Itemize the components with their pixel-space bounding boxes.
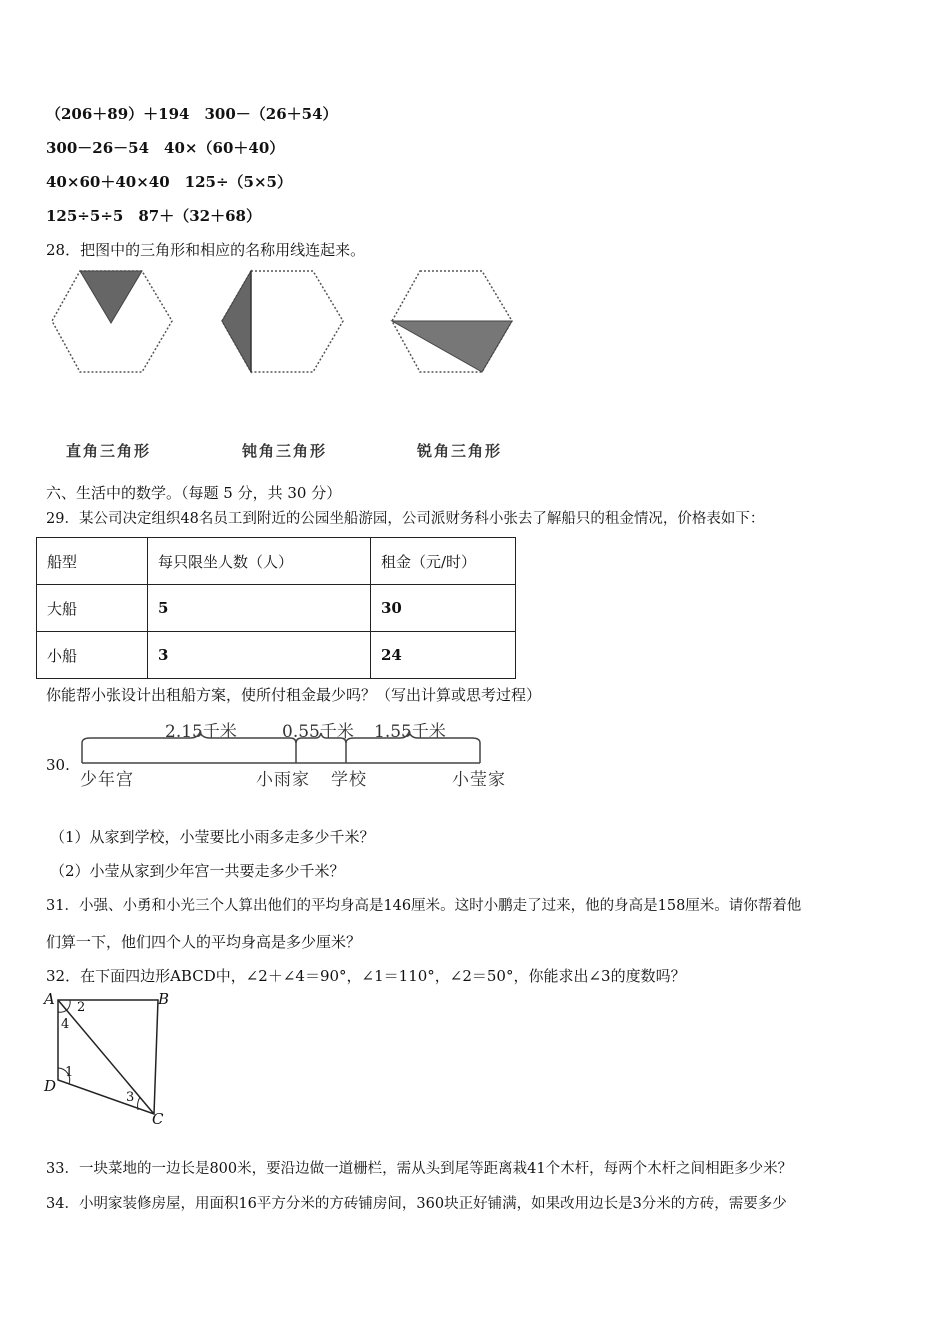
label-acute-triangle: 锐角三角形: [417, 442, 503, 460]
table-row: [37, 585, 516, 632]
q31-line-2: 们算一下，他们四个人的平均身高是多少厘米？: [46, 933, 362, 951]
vertex-b: B: [158, 990, 170, 1008]
distance-label-1: 2.15千米: [165, 722, 237, 742]
place-label-school: 学校: [331, 770, 367, 790]
hexagon-figure-3: [390, 268, 515, 378]
distance-label-3: 1.55千米: [374, 722, 446, 742]
table-cell: 24: [371, 632, 516, 679]
q29-text: 29．某公司决定组织48名员工到附近的公园坐船游园，公司派财务科小张去了解船只的租金情况，价格表如下：: [46, 511, 765, 527]
distance-line-diagram: [80, 735, 490, 765]
label-obtuse-triangle: 钝角三角形: [242, 442, 328, 460]
q28-text: 28．把图中的三角形和相应的名称用线连起来。: [46, 241, 366, 259]
q30-sub-1: （1）从家到学校，小莹要比小雨多走多少千米？: [50, 828, 375, 846]
q31-line-1: 31．小强、小勇和小光三个人算出他们的平均身高是146厘米。这时小鹏走了过来，他的身高是158厘米。请你帮着他: [46, 898, 802, 914]
table-header-row: [37, 538, 516, 585]
table-cell: 30: [371, 585, 516, 632]
angle-3-label: 3: [126, 1090, 135, 1105]
table-row: [37, 632, 516, 679]
table-cell: 5: [148, 585, 371, 632]
quadrilateral-abcd: [40, 990, 180, 1130]
arith-line-2: 300－26－54 40×（60＋40）: [46, 139, 285, 157]
table-cell: 小船: [37, 632, 148, 679]
table-cell: 3: [148, 632, 371, 679]
distance-label-2: 0.55千米: [282, 722, 354, 742]
angle-4-label: 4: [61, 1017, 70, 1032]
arith-line-3: 40×60＋40×40 125÷（5×5）: [46, 173, 292, 191]
angle-2-label: 2: [77, 1000, 86, 1015]
hexagon-figure-2: [220, 268, 345, 378]
angle-1-label: 1: [65, 1065, 74, 1080]
hexagon-figure-1: [50, 268, 175, 378]
q30-number: 30.: [46, 756, 70, 774]
table-cell: 大船: [37, 585, 148, 632]
table-header-cell: 船型: [37, 538, 148, 585]
q33-text: 33．一块菜地的一边长是800米，要沿边做一道栅栏，需从头到尾等距离栽41个木杆，每两个木杆之间相距多少米？: [46, 1161, 793, 1177]
price-table: [36, 537, 516, 679]
q29-question: 你能帮小张设计出租船方案，使所付租金最少吗？（写出计算或思考过程）: [46, 686, 542, 704]
table-header-cell: 租金（元/时）: [371, 538, 516, 585]
label-right-triangle: 直角三角形: [66, 442, 152, 460]
section-6-heading: 六、生活中的数学。（每题 5 分，共 30 分）: [46, 484, 342, 502]
q32-text: 32．在下面四边形ABCD中，∠2＋∠4＝90°，∠1＝110°，∠2＝50°，你能求出∠3的度数吗？: [46, 967, 686, 985]
vertex-c: C: [152, 1110, 164, 1128]
arith-line-1: （206＋89）＋194 300－（26＋54）: [46, 105, 338, 123]
table-header-cell: 每只限坐人数（人）: [148, 538, 371, 585]
vertex-a: A: [44, 990, 55, 1008]
place-label-xiaoyu-home: 小雨家: [256, 770, 310, 790]
q34-text: 34．小明家装修房屋，用面积16平方分米的方砖铺房间，360块正好铺满，如果改用边长是3分米的方砖，需要多少: [46, 1196, 787, 1212]
arith-line-4: 125÷5÷5 87＋（32＋68）: [46, 207, 261, 225]
vertex-d: D: [44, 1077, 57, 1095]
place-label-xiaoying-home: 小莹家: [452, 770, 506, 790]
q30-sub-2: （2）小莹从家到少年宫一共要走多少千米？: [50, 862, 345, 880]
place-label-youth-palace: 少年宫: [80, 770, 134, 790]
